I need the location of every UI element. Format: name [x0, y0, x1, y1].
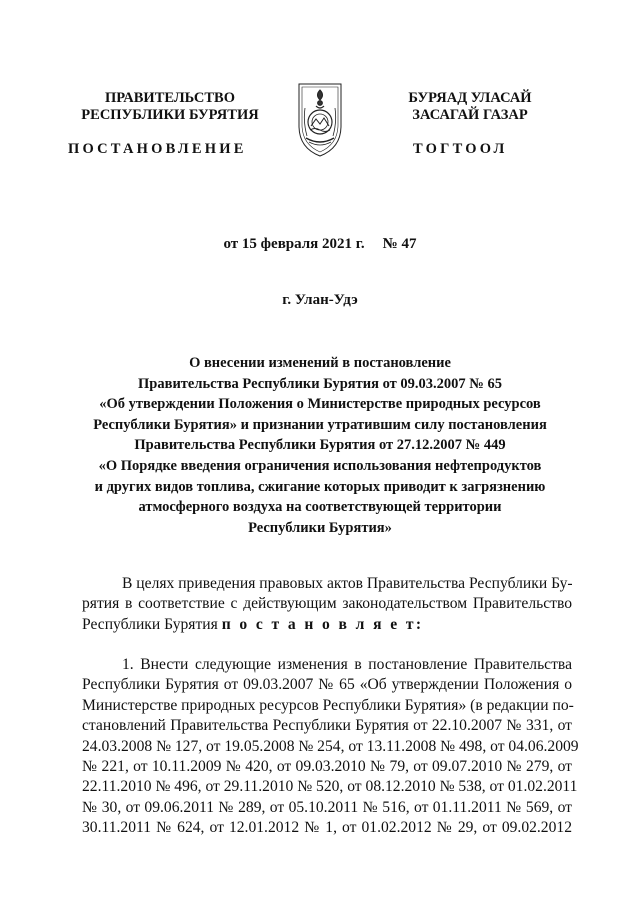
decree-word: п о с т а н о в л я е т:	[221, 615, 424, 633]
title-line: «О Порядке введения ограничения использования нефтепродуктов	[98, 457, 542, 474]
header-right-line2: ЗАСАГАЙ ГАЗАР	[412, 107, 528, 123]
document-kind-buryat: ТОГТООЛ	[413, 141, 508, 157]
date-number-line	[0, 236, 640, 253]
document-city: г. Улан-Удэ	[282, 292, 358, 308]
paragraph-line: 24.03.2008 № 127, от 19.05.2008 № 254, от 13.11.2008 № 498, от 04.06.2009	[82, 737, 579, 755]
paragraph-line: № 221, от 10.11.2009 № 420, от 09.03.2010 № 79, от 09.07.2010 № 279, от	[82, 757, 572, 775]
title-line: и других видов топлива, сжигание которых приводит к загрязнению	[94, 478, 546, 495]
header-left-line2: РЕСПУБЛИКИ БУРЯТИЯ	[81, 107, 259, 123]
document-title	[60, 353, 580, 538]
header-right	[370, 90, 570, 124]
title-line: «Об утверждении Положения о Министерстве природных ресурсов	[99, 396, 541, 413]
coat-of-arms-icon	[294, 78, 346, 158]
paragraph-line: Министерстве природных ресурсов Республики Бурятия» (в редакции по-	[82, 696, 574, 714]
paragraph-line: 1. Внести следующие изменения в постановление Правительства	[122, 656, 572, 673]
paragraph-line: № 30, от 09.06.2011 № 289, от 05.10.2011 № 516, от 01.11.2011 № 569, от	[82, 798, 572, 816]
header-left	[60, 90, 280, 124]
paragraph-line: рятия в соответствие с действующим законодательством Правительство	[82, 595, 572, 613]
paragraph-line	[82, 615, 572, 635]
paragraph-item-1	[82, 655, 579, 839]
title-line: атмосферного воздуха на соответствующей территории	[138, 499, 502, 516]
header-left-line1: ПРАВИТЕЛЬСТВО	[105, 90, 235, 106]
title-line: О внесении изменений в постановление	[189, 355, 451, 371]
title-line: Правительства Республики Бурятия от 27.12.2007 № 449	[134, 437, 506, 454]
paragraph-line: становлений Правительства Республики Бурятия от 22.10.2007 № 331, от	[82, 717, 572, 735]
paragraph-preamble	[82, 574, 572, 635]
paragraph-line: Республики Бурятия от 09.03.2007 № 65 «Об утверждении Положения о	[82, 676, 572, 694]
paragraph-line: 30.11.2011 № 624, от 12.01.2012 № 1, от 01.02.2012 № 29, от 09.02.2012	[82, 819, 572, 837]
paragraph-line: 22.11.2010 № 496, от 29.11.2010 № 520, от 08.12.2010 № 538, от 01.02.2011	[82, 778, 578, 796]
document-kind-russian: ПОСТАНОВЛЕНИЕ	[68, 141, 247, 157]
header-right-line1: БУРЯАД УЛАСАЙ	[408, 90, 532, 106]
paragraph-line: В целях приведения правовых актов Правительства Республики Бу-	[122, 575, 573, 592]
paragraph-line-prefix: Республики Бурятия	[82, 615, 222, 633]
document-date: от 15 февраля 2021 г.	[223, 236, 365, 252]
title-line: Республики Бурятия» и признании утратившим силу постановления	[93, 416, 547, 433]
title-line: Республики Бурятия»	[248, 519, 392, 536]
title-line: Правительства Республики Бурятия от 09.03.2007 № 65	[138, 375, 502, 392]
document-number: № 47	[382, 236, 417, 252]
